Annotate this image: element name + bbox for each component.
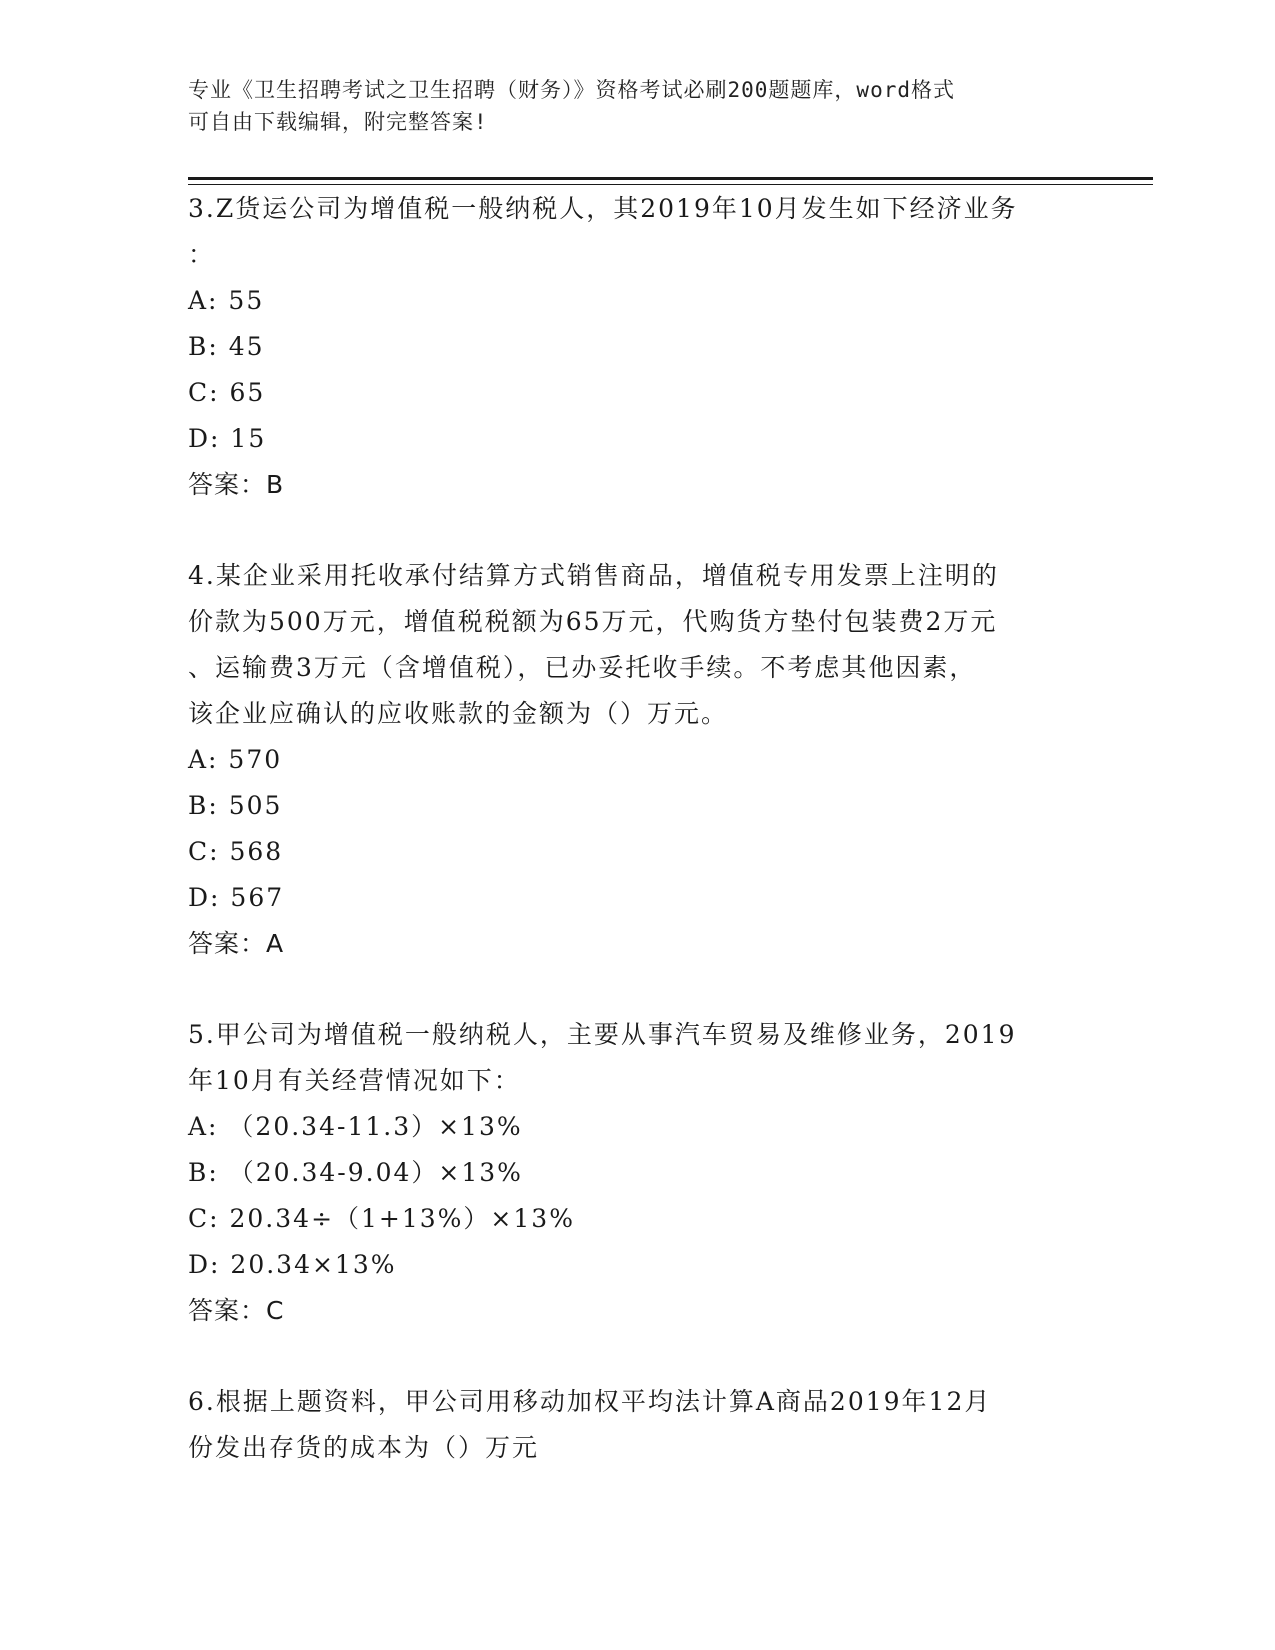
question-text-line: 份发出存货的成本为（）万元 [188,1433,540,1462]
option-d: D: 15 [188,424,267,453]
option-b: B: 45 [188,332,265,361]
question-text-line: 、运输费3万元（含增值税），已办妥托收手续。不考虑其他因素， [188,653,977,682]
question-text-line: 6.根据上题资料，甲公司用移动加权平均法计算A商品2019年12月 [188,1387,992,1416]
option-b: B: （20.34-9.04）×13% [188,1158,523,1187]
option-c: C: 20.34÷（1+13%）×13% [188,1204,575,1233]
question-text-line: 5.甲公司为增值税一般纳税人，主要从事汽车贸易及维修业务，2019 [188,1020,1017,1049]
question-list [188,186,1088,1516]
question-4 [188,553,1088,967]
option-b: B: 505 [188,791,283,820]
question-text-line: ： [188,240,216,269]
answer-label: 答案：C [188,1296,285,1325]
header-divider-thin [188,184,1153,185]
option-a: A: （20.34-11.3）×13% [188,1112,523,1141]
question-text-line: 3.Z货运公司为增值税一般纳税人，其2019年10月发生如下经济业务 [188,194,1018,223]
option-c: C: 65 [188,378,266,407]
question-text-line: 该企业应确认的应收账款的金额为（）万元。 [188,699,729,728]
option-a: A: 55 [188,286,265,315]
answer-label: 答案：A [188,929,285,958]
header-divider-thick [188,177,1153,180]
header-line-1: 专业《卫生招聘考试之卫生招聘（财务）》资格考试必刷200题题库，word格式 [188,78,955,102]
question-6 [188,1379,1088,1471]
question-3 [188,186,1088,508]
question-text-line: 价款为500万元，增值税税额为65万元，代购货方垫付包装费2万元 [188,607,998,636]
question-5 [188,1012,1088,1334]
question-text-line: 4.某企业采用托收承付结算方式销售商品，增值税专用发票上注明的 [188,561,999,590]
document-header [188,74,1068,138]
option-a: A: 570 [188,745,283,774]
option-c: C: 568 [188,837,284,866]
option-d: D: 567 [188,883,285,912]
question-text-line: 年10月有关经营情况如下： [188,1066,521,1095]
answer-label: 答案：B [188,470,285,499]
option-d: D: 20.34×13% [188,1250,397,1279]
header-line-2: 可自由下载编辑，附完整答案! [188,110,488,134]
